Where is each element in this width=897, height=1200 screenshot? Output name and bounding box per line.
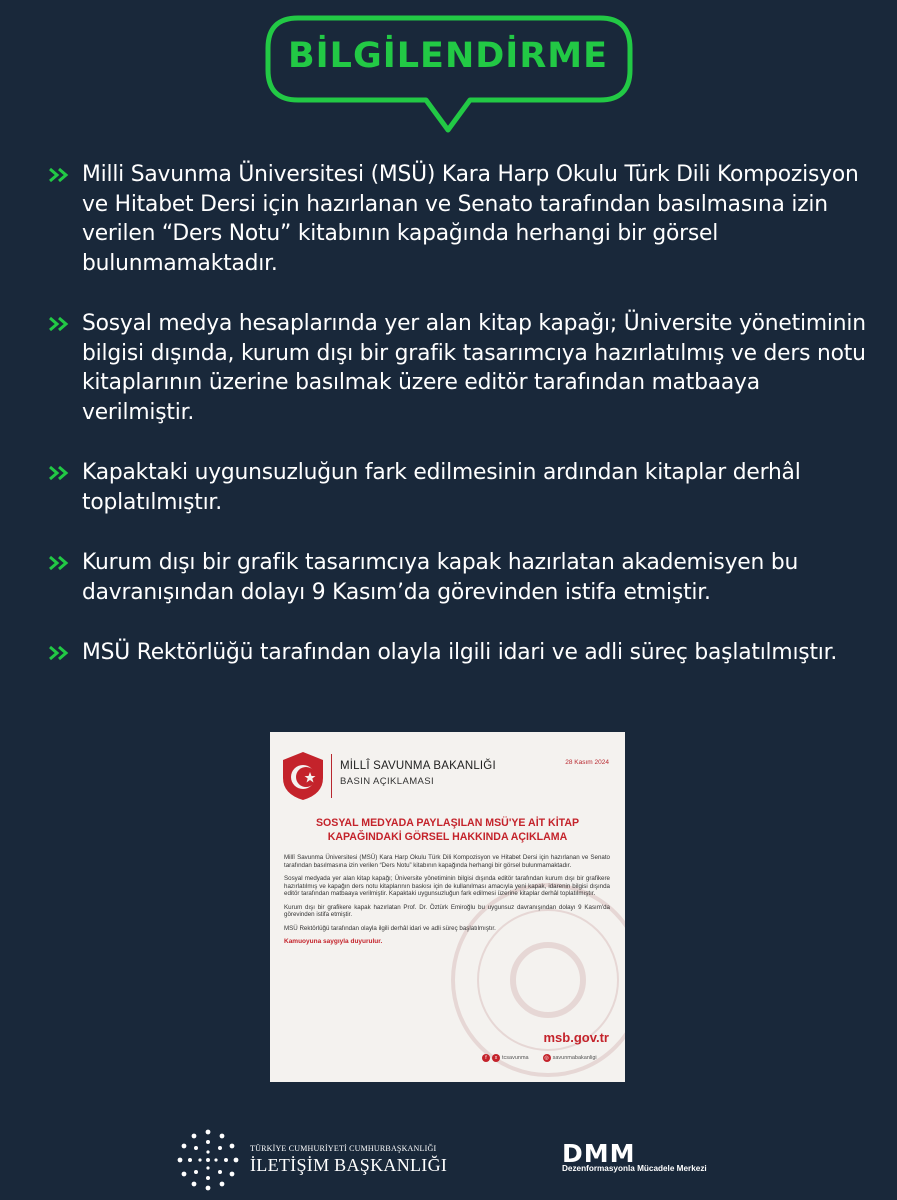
dmm-subtitle: Dezenformasyonla Mücadele Merkezi <box>562 1164 707 1173</box>
bullet-list <box>48 160 878 699</box>
press-release-image <box>270 732 625 1082</box>
bullet-text: Kurum dışı bir grafik tasarımcıya kapak hazırlatan akademisyen bu davranışından dolayı 9 Kasım’da görevinden istifa etmiştir. <box>82 550 799 605</box>
instagram-icon: ◎ <box>544 1055 549 1061</box>
press-paragraph: MSÜ Rektörlüğü tarafından olayla ilgili derhâl idari ve adli süreç başlatılmıştır. <box>284 924 496 932</box>
press-closing: Kamuoyuna saygıyla duyurulur. <box>284 938 383 945</box>
press-body <box>284 854 610 952</box>
document-kind: BASIN AÇIKLAMASI <box>340 776 435 787</box>
header-divider <box>331 754 332 798</box>
ministry-emblem-icon <box>280 750 326 802</box>
x-icon: x <box>492 1054 500 1062</box>
bullet-text: Sosyal medya hesaplarında yer alan kitap kapağı; Üniversite yönetiminin bilgisi dışında, kurum dışı bir grafik tasarımcıya hazırlatılmış ve ders notu kitaplarının üzerine basılmak üzere editör tarafından matbaaya verilmiştir. <box>82 311 866 425</box>
org-name: İLETİŞİM BAŞKANLIĞI <box>250 1155 448 1175</box>
dmm-logo <box>562 1142 692 1164</box>
press-headline: SOSYAL MEDYADA PAYLAŞILAN MSÜ'YE AİT KİTAP KAPAĞINDAKİ GÖRSEL HAKKINDA AÇIKLAMA <box>315 817 580 843</box>
double-chevron-icon <box>48 638 82 666</box>
press-date: 28 Kasım 2024 <box>565 759 609 766</box>
bullet-item <box>48 548 878 607</box>
social-handle: savunmabakanligi <box>552 1055 597 1061</box>
press-paragraph: Millî Savunma Üniversitesi (MSÜ) Kara Harp Okulu Türk Dili Kompozisyon ve Hitabet Dersi için hazırlanan ve Senato tarafından basılmasına izin verilen “Ders Notu” kitabının kapağında herhangi bir görsel bulunmamaktadır. <box>284 854 610 869</box>
social-handle: tcsavunma <box>502 1055 529 1061</box>
press-paragraph: Kurum dışı bir grafikere kapak hazırlatan Prof. Dr. Öztürk Emiroğlu bu uygunsuz davranışından dolayı 9 Kasım'da görevinden istifa etmiştir. <box>284 903 610 918</box>
header-title: BİLGİLENDİRME <box>287 36 609 76</box>
double-chevron-icon <box>48 458 82 486</box>
iletisim-logo-icon <box>176 1128 240 1192</box>
bullet-item <box>48 160 878 278</box>
double-chevron-icon <box>48 160 82 188</box>
bullet-item <box>48 458 878 517</box>
bullet-item <box>48 638 878 668</box>
double-chevron-icon <box>48 548 82 576</box>
bullet-item <box>48 309 878 427</box>
ministry-name: MİLLÎ SAVUNMA BAKANLIĞI <box>340 760 496 772</box>
press-social-row <box>482 1054 597 1062</box>
bullet-text: Milli Savunma Üniversitesi (MSÜ) Kara Harp Okulu Türk Dili Kompozisyon ve Hitabet Dersi için hazırlanan ve Senato tarafından basılmasına izin verilen “Ders Notu” kitabının kapağında herhangi bir görsel bulunmamaktadır. <box>82 162 859 276</box>
bullet-text: MSÜ Rektörlüğü tarafından olayla ilgili idari ve adli süreç başlatılmıştır. <box>82 640 838 665</box>
press-paragraph: Sosyal medyada yer alan kitap kapağı; Üniversite yönetiminin bilgisi dışında editör tarafından kurum dışı bir grafikere hazırlatılmış ve kapağın ders notu kitaplarının baskısı için de kullanılması amacıyla yeni kapak, idarenin bilgisi dışında editör tarafından matbaaya verilmiştir. Kapaktaki uygunsuzluğun fark edilmesi üzerine kitaplar derhâl toplatılmıştır. <box>284 875 610 897</box>
bullet-text: Kapaktaki uygunsuzluğun fark edilmesinin ardından kitaplar derhâl toplatılmıştır. <box>82 460 801 515</box>
facebook-icon: f <box>482 1054 490 1062</box>
dmm-logo-text: DMM <box>562 1142 636 1164</box>
double-chevron-icon <box>48 309 82 337</box>
org-top-line: TÜRKİYE CUMHURİYETİ CUMHURBAŞKANLIĞI <box>250 1144 437 1153</box>
press-website: msb.gov.tr <box>543 1030 609 1045</box>
